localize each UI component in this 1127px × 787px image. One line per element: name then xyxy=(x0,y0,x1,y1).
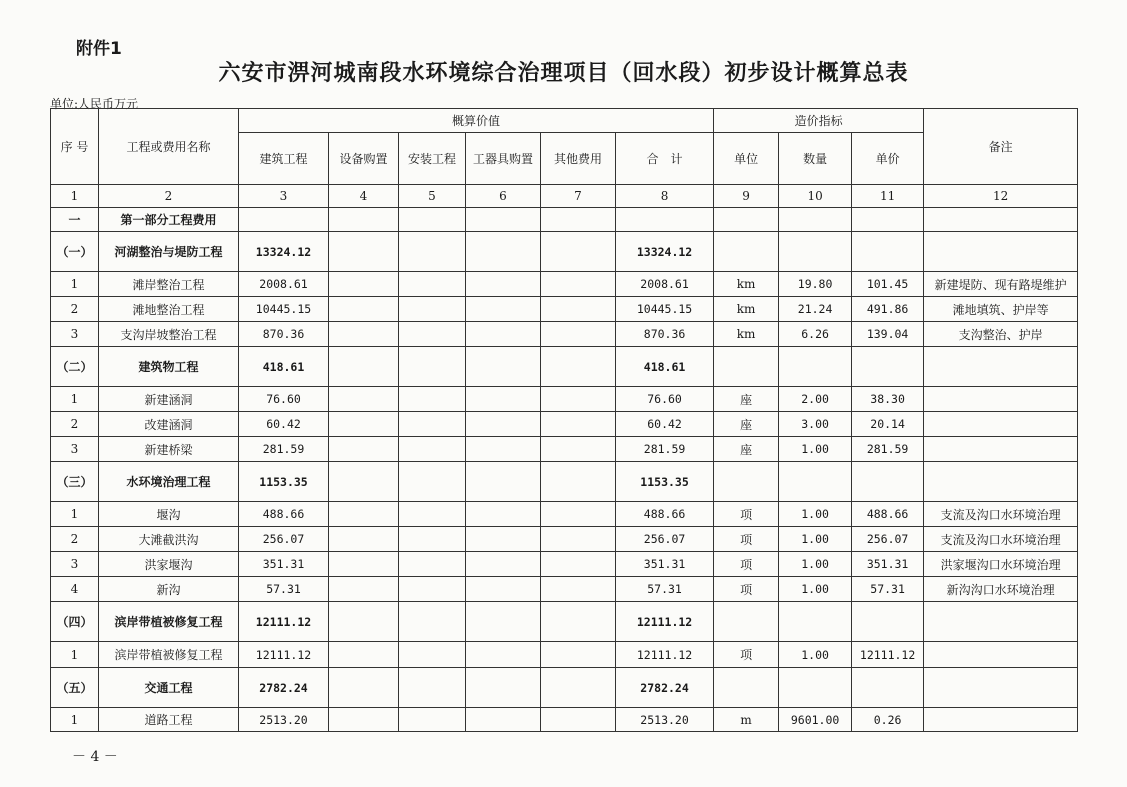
header-quantity: 数量 xyxy=(779,133,852,185)
row-tools xyxy=(466,502,541,527)
column-number: 12 xyxy=(924,185,1078,208)
row-total: 2513.20 xyxy=(616,708,714,732)
row-seq: （三） xyxy=(51,462,99,502)
row-seq: 3 xyxy=(51,437,99,462)
header-name: 工程或费用名称 xyxy=(99,109,239,185)
row-total: 281.59 xyxy=(616,437,714,462)
row-equipment xyxy=(329,387,399,412)
row-other xyxy=(541,208,616,232)
unit-label: 单位:人民币万元 xyxy=(50,97,139,111)
row-tools xyxy=(466,297,541,322)
row-name: 河湖整治与堤防工程 xyxy=(99,232,239,272)
row-name: 新建涵洞 xyxy=(99,387,239,412)
row-name: 改建涵洞 xyxy=(99,412,239,437)
row-equipment xyxy=(329,462,399,502)
row-construction: 281.59 xyxy=(239,437,329,462)
row-unit-price xyxy=(852,232,924,272)
row-quantity: 6.26 xyxy=(779,322,852,347)
row-seq: （四） xyxy=(51,602,99,642)
row-other xyxy=(541,322,616,347)
column-number: 9 xyxy=(714,185,779,208)
row-installation xyxy=(399,642,466,668)
row-total: 10445.15 xyxy=(616,297,714,322)
row-seq: 4 xyxy=(51,577,99,602)
row-seq: 1 xyxy=(51,642,99,668)
row-installation xyxy=(399,527,466,552)
row-unit: km xyxy=(714,322,779,347)
row-quantity xyxy=(779,602,852,642)
row-quantity: 1.00 xyxy=(779,527,852,552)
header-other: 其他费用 xyxy=(541,133,616,185)
row-remark xyxy=(924,387,1078,412)
row-quantity xyxy=(779,232,852,272)
row-name: 滩岸整治工程 xyxy=(99,272,239,297)
row-unit: 座 xyxy=(714,412,779,437)
header-installation: 安装工程 xyxy=(399,133,466,185)
column-number: 5 xyxy=(399,185,466,208)
row-quantity: 2.00 xyxy=(779,387,852,412)
row-total: 12111.12 xyxy=(616,602,714,642)
row-other xyxy=(541,708,616,732)
row-remark xyxy=(924,437,1078,462)
row-equipment xyxy=(329,208,399,232)
row-quantity: 21.24 xyxy=(779,297,852,322)
column-number: 11 xyxy=(852,185,924,208)
row-total: 1153.35 xyxy=(616,462,714,502)
table-row xyxy=(51,272,1078,297)
row-unit: 项 xyxy=(714,502,779,527)
row-name: 道路工程 xyxy=(99,708,239,732)
row-tools xyxy=(466,272,541,297)
row-unit-price: 20.14 xyxy=(852,412,924,437)
row-other xyxy=(541,462,616,502)
row-seq: 1 xyxy=(51,708,99,732)
row-installation xyxy=(399,347,466,387)
row-remark: 支流及沟口水环境治理 xyxy=(924,527,1078,552)
row-construction: 12111.12 xyxy=(239,602,329,642)
row-remark: 新建堤防、现有路堤维护 xyxy=(924,272,1078,297)
row-unit xyxy=(714,602,779,642)
row-remark: 滩地填筑、护岸等 xyxy=(924,297,1078,322)
row-name: 建筑物工程 xyxy=(99,347,239,387)
section-row xyxy=(51,462,1078,502)
row-name: 支沟岸坡整治工程 xyxy=(99,322,239,347)
row-remark: 新沟沟口水环境治理 xyxy=(924,577,1078,602)
row-name: 滨岸带植被修复工程 xyxy=(99,642,239,668)
row-equipment xyxy=(329,642,399,668)
row-equipment xyxy=(329,232,399,272)
row-equipment xyxy=(329,347,399,387)
row-unit: km xyxy=(714,272,779,297)
row-remark: 支流及沟口水环境治理 xyxy=(924,502,1078,527)
row-installation xyxy=(399,552,466,577)
row-construction: 1153.35 xyxy=(239,462,329,502)
row-remark xyxy=(924,642,1078,668)
row-construction: 13324.12 xyxy=(239,232,329,272)
row-other xyxy=(541,347,616,387)
row-quantity: 3.00 xyxy=(779,412,852,437)
row-seq: （五） xyxy=(51,668,99,708)
row-seq: 2 xyxy=(51,297,99,322)
row-construction: 2782.24 xyxy=(239,668,329,708)
row-seq: 一 xyxy=(51,208,99,232)
row-installation xyxy=(399,708,466,732)
column-number: 6 xyxy=(466,185,541,208)
table-row xyxy=(51,642,1078,668)
row-remark xyxy=(924,232,1078,272)
row-quantity: 1.00 xyxy=(779,642,852,668)
row-equipment xyxy=(329,272,399,297)
row-construction: 12111.12 xyxy=(239,642,329,668)
row-quantity xyxy=(779,462,852,502)
row-total: 57.31 xyxy=(616,577,714,602)
header-seq: 序 号 xyxy=(51,109,99,185)
row-total: 2782.24 xyxy=(616,668,714,708)
row-unit-price: 491.86 xyxy=(852,297,924,322)
row-name: 交通工程 xyxy=(99,668,239,708)
row-installation xyxy=(399,208,466,232)
row-installation xyxy=(399,668,466,708)
table-row xyxy=(51,412,1078,437)
row-other xyxy=(541,437,616,462)
header-construction: 建筑工程 xyxy=(239,133,329,185)
section-row xyxy=(51,347,1078,387)
row-unit: 项 xyxy=(714,527,779,552)
row-unit xyxy=(714,208,779,232)
row-other xyxy=(541,297,616,322)
row-tools xyxy=(466,387,541,412)
row-tools xyxy=(466,462,541,502)
row-name: 大滩截洪沟 xyxy=(99,527,239,552)
row-total: 351.31 xyxy=(616,552,714,577)
row-equipment xyxy=(329,502,399,527)
row-total: 870.36 xyxy=(616,322,714,347)
row-unit: km xyxy=(714,297,779,322)
table-row xyxy=(51,552,1078,577)
header-tools: 工器具购置 xyxy=(466,133,541,185)
row-name: 新沟 xyxy=(99,577,239,602)
row-unit xyxy=(714,347,779,387)
row-other xyxy=(541,272,616,297)
row-name: 新建桥梁 xyxy=(99,437,239,462)
row-seq: 3 xyxy=(51,552,99,577)
row-tools xyxy=(466,577,541,602)
row-name: 水环境治理工程 xyxy=(99,462,239,502)
row-unit-price: 101.45 xyxy=(852,272,924,297)
row-construction xyxy=(239,208,329,232)
row-unit-price: 0.26 xyxy=(852,708,924,732)
header-estimate-group: 概算价值 xyxy=(239,109,714,133)
row-equipment xyxy=(329,577,399,602)
row-other xyxy=(541,387,616,412)
section-row xyxy=(51,602,1078,642)
row-quantity xyxy=(779,668,852,708)
row-other xyxy=(541,552,616,577)
table-row xyxy=(51,708,1078,732)
row-unit xyxy=(714,668,779,708)
row-total: 12111.12 xyxy=(616,642,714,668)
row-remark xyxy=(924,602,1078,642)
row-total xyxy=(616,208,714,232)
row-unit-price xyxy=(852,462,924,502)
row-unit: 座 xyxy=(714,437,779,462)
row-construction: 76.60 xyxy=(239,387,329,412)
row-name: 堰沟 xyxy=(99,502,239,527)
row-tools xyxy=(466,437,541,462)
row-unit: 项 xyxy=(714,642,779,668)
row-total: 256.07 xyxy=(616,527,714,552)
table-row xyxy=(51,502,1078,527)
header-remarks: 备注 xyxy=(924,109,1078,185)
row-name: 第一部分工程费用 xyxy=(99,208,239,232)
column-number: 8 xyxy=(616,185,714,208)
row-quantity: 19.80 xyxy=(779,272,852,297)
row-seq: （一） xyxy=(51,232,99,272)
row-remark: 支沟整治、护岸 xyxy=(924,322,1078,347)
column-number: 1 xyxy=(51,185,99,208)
row-other xyxy=(541,502,616,527)
header-cost-index-group: 造价指标 xyxy=(714,109,924,133)
row-construction: 351.31 xyxy=(239,552,329,577)
row-seq: 1 xyxy=(51,387,99,412)
row-unit xyxy=(714,232,779,272)
column-number: 3 xyxy=(239,185,329,208)
row-quantity: 1.00 xyxy=(779,552,852,577)
header-unit: 单位 xyxy=(714,133,779,185)
row-total: 13324.12 xyxy=(616,232,714,272)
row-other xyxy=(541,232,616,272)
row-total: 60.42 xyxy=(616,412,714,437)
row-equipment xyxy=(329,552,399,577)
row-equipment xyxy=(329,602,399,642)
row-installation xyxy=(399,297,466,322)
row-quantity: 1.00 xyxy=(779,502,852,527)
row-unit-price: 281.59 xyxy=(852,437,924,462)
row-equipment xyxy=(329,437,399,462)
row-remark xyxy=(924,208,1078,232)
table-row xyxy=(51,527,1078,552)
row-remark xyxy=(924,668,1078,708)
row-tools xyxy=(466,232,541,272)
row-unit-price: 12111.12 xyxy=(852,642,924,668)
row-unit-price: 351.31 xyxy=(852,552,924,577)
table-row xyxy=(51,387,1078,412)
row-unit xyxy=(714,462,779,502)
row-tools xyxy=(466,412,541,437)
row-equipment xyxy=(329,668,399,708)
row-unit-price xyxy=(852,208,924,232)
row-unit-price: 488.66 xyxy=(852,502,924,527)
row-quantity xyxy=(779,208,852,232)
row-construction: 60.42 xyxy=(239,412,329,437)
row-equipment xyxy=(329,297,399,322)
row-other xyxy=(541,602,616,642)
row-construction: 2513.20 xyxy=(239,708,329,732)
row-seq: 2 xyxy=(51,527,99,552)
row-equipment xyxy=(329,412,399,437)
row-quantity: 1.00 xyxy=(779,577,852,602)
row-construction: 256.07 xyxy=(239,527,329,552)
row-tools xyxy=(466,642,541,668)
row-name: 滨岸带植被修复工程 xyxy=(99,602,239,642)
row-other xyxy=(541,527,616,552)
row-unit-price: 38.30 xyxy=(852,387,924,412)
row-unit-price: 139.04 xyxy=(852,322,924,347)
table-row xyxy=(51,437,1078,462)
row-construction: 10445.15 xyxy=(239,297,329,322)
row-other xyxy=(541,642,616,668)
row-unit: 项 xyxy=(714,552,779,577)
row-installation xyxy=(399,387,466,412)
annex-label: 附件1 xyxy=(76,39,122,59)
row-tools xyxy=(466,552,541,577)
row-unit-price xyxy=(852,602,924,642)
row-quantity xyxy=(779,347,852,387)
row-installation xyxy=(399,412,466,437)
row-unit-price: 256.07 xyxy=(852,527,924,552)
row-unit: 项 xyxy=(714,577,779,602)
column-number: 4 xyxy=(329,185,399,208)
row-remark xyxy=(924,347,1078,387)
row-construction: 2008.61 xyxy=(239,272,329,297)
row-tools xyxy=(466,208,541,232)
row-remark xyxy=(924,708,1078,732)
row-installation xyxy=(399,322,466,347)
section-row xyxy=(51,668,1078,708)
table-row xyxy=(51,577,1078,602)
row-unit-price: 57.31 xyxy=(852,577,924,602)
table-row xyxy=(51,322,1078,347)
row-name: 滩地整治工程 xyxy=(99,297,239,322)
column-number: 7 xyxy=(541,185,616,208)
row-other xyxy=(541,668,616,708)
row-total: 488.66 xyxy=(616,502,714,527)
row-equipment xyxy=(329,708,399,732)
row-seq: 1 xyxy=(51,502,99,527)
row-remark xyxy=(924,462,1078,502)
row-total: 418.61 xyxy=(616,347,714,387)
row-unit-price xyxy=(852,668,924,708)
row-quantity: 9601.00 xyxy=(779,708,852,732)
column-number-row xyxy=(51,185,1078,208)
row-equipment xyxy=(329,527,399,552)
budget-table xyxy=(50,108,1078,732)
page-number: － 4 － xyxy=(72,749,118,765)
row-construction: 488.66 xyxy=(239,502,329,527)
row-tools xyxy=(466,527,541,552)
row-installation xyxy=(399,502,466,527)
row-unit: 座 xyxy=(714,387,779,412)
row-construction: 57.31 xyxy=(239,577,329,602)
section-row xyxy=(51,232,1078,272)
row-total: 2008.61 xyxy=(616,272,714,297)
row-name: 洪家堰沟 xyxy=(99,552,239,577)
row-unit: m xyxy=(714,708,779,732)
row-seq: （二） xyxy=(51,347,99,387)
row-other xyxy=(541,412,616,437)
row-installation xyxy=(399,232,466,272)
table-row xyxy=(51,297,1078,322)
row-equipment xyxy=(329,322,399,347)
header-total: 合 计 xyxy=(616,133,714,185)
header-unit-price: 单价 xyxy=(852,133,924,185)
row-installation xyxy=(399,602,466,642)
row-other xyxy=(541,577,616,602)
section-row xyxy=(51,208,1078,232)
row-tools xyxy=(466,347,541,387)
row-unit-price xyxy=(852,347,924,387)
row-installation xyxy=(399,577,466,602)
row-installation xyxy=(399,272,466,297)
row-tools xyxy=(466,322,541,347)
row-tools xyxy=(466,668,541,708)
row-construction: 418.61 xyxy=(239,347,329,387)
row-tools xyxy=(466,602,541,642)
row-seq: 2 xyxy=(51,412,99,437)
column-number: 2 xyxy=(99,185,239,208)
row-installation xyxy=(399,437,466,462)
row-quantity: 1.00 xyxy=(779,437,852,462)
row-total: 76.60 xyxy=(616,387,714,412)
row-tools xyxy=(466,708,541,732)
row-remark: 洪家堰沟口水环境治理 xyxy=(924,552,1078,577)
header-equipment: 设备购置 xyxy=(329,133,399,185)
row-seq: 1 xyxy=(51,272,99,297)
page-title: 六安市淠河城南段水环境综合治理项目（回水段）初步设计概算总表 xyxy=(218,61,909,86)
row-remark xyxy=(924,412,1078,437)
column-number: 10 xyxy=(779,185,852,208)
row-construction: 870.36 xyxy=(239,322,329,347)
row-seq: 3 xyxy=(51,322,99,347)
row-installation xyxy=(399,462,466,502)
